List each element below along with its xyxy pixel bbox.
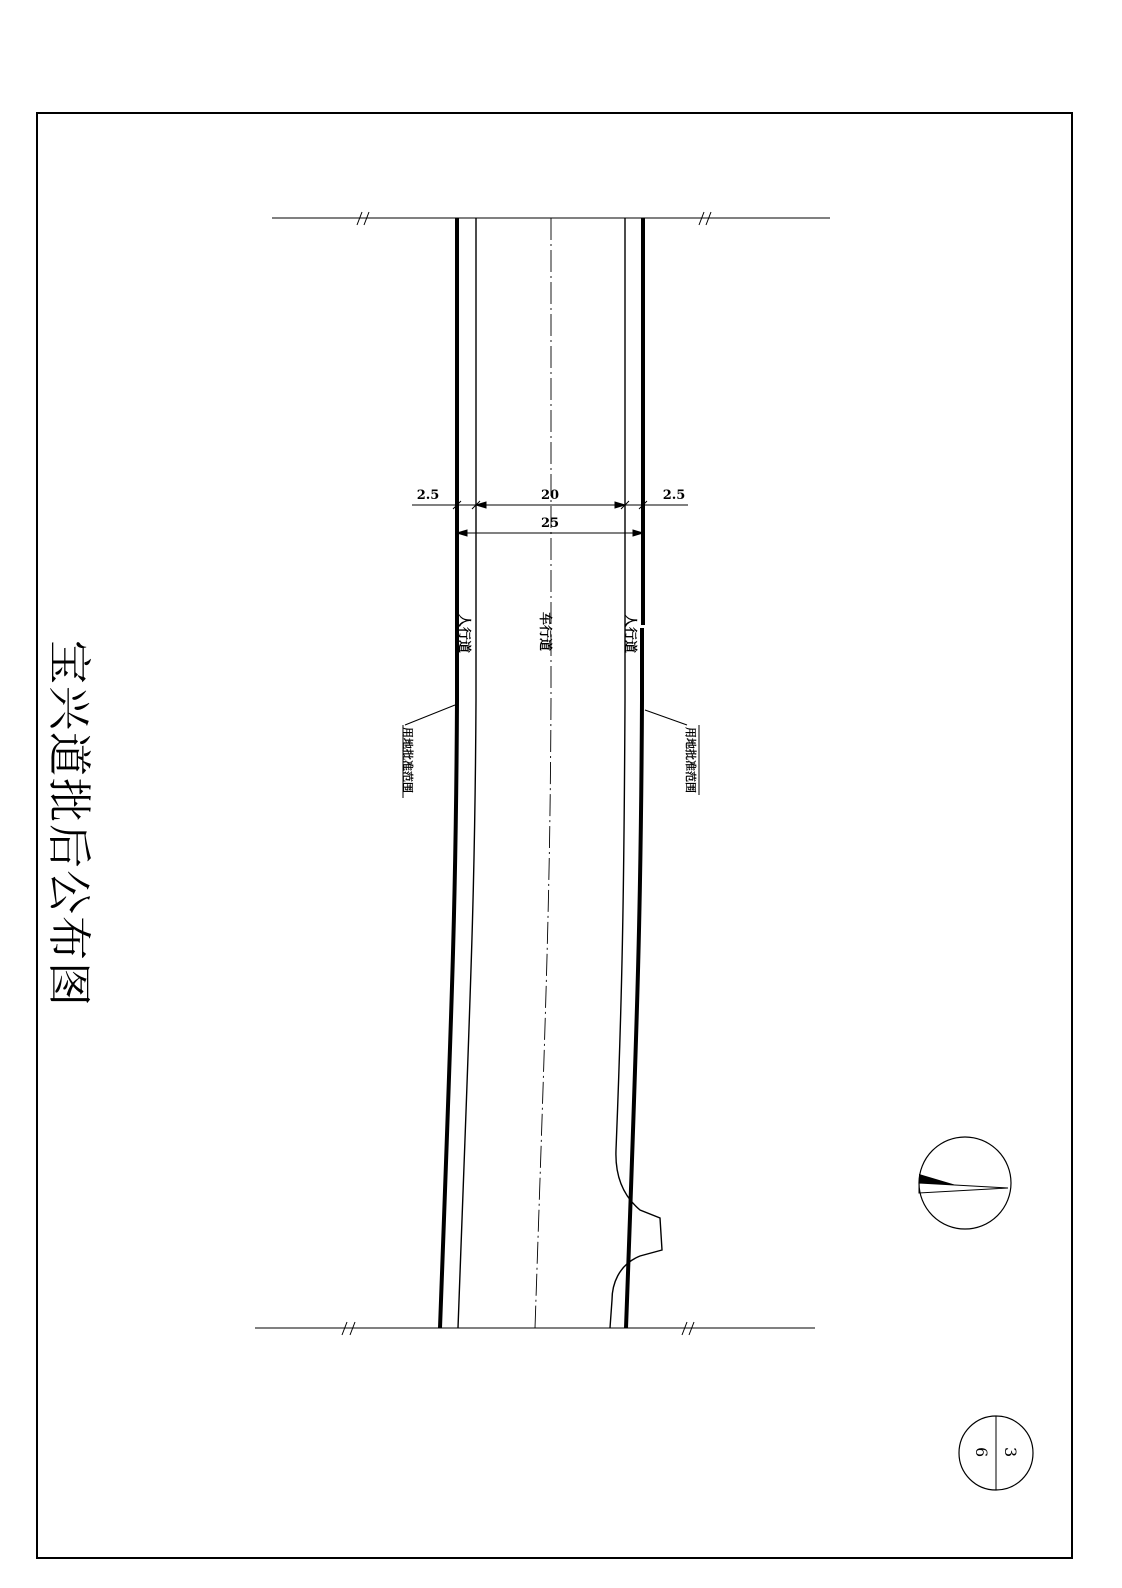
drawing-title: 宝兴道批后公布图: [43, 640, 94, 1008]
dim-total: 25: [540, 516, 560, 531]
left-boundary-line: [440, 218, 457, 1328]
sheet-total: 6: [972, 1447, 991, 1458]
sheet-number: 3: [1001, 1447, 1020, 1458]
label-left-boundary: 用地批准范围: [401, 727, 414, 793]
label-right-boundary: 用地批准范围: [684, 727, 697, 793]
label-right-sidewalk: 人行道: [622, 614, 637, 654]
north-arrow-icon: [919, 1137, 1011, 1229]
left-curb-line: [458, 218, 476, 1328]
label-left-sidewalk: 人行道: [456, 614, 471, 654]
dim-carriageway: 20: [540, 488, 560, 503]
dim-right-sidewalk: 2.5: [662, 488, 686, 503]
label-carriageway: 车行道: [537, 612, 552, 652]
road-centerline: [535, 218, 551, 1328]
dim-left-sidewalk: 2.5: [416, 488, 440, 503]
right-boundary-line: [626, 218, 643, 1328]
sheet-number-badge: [959, 1416, 1033, 1490]
right-curb-line: [610, 218, 662, 1328]
drawing-frame: [37, 113, 1072, 1558]
